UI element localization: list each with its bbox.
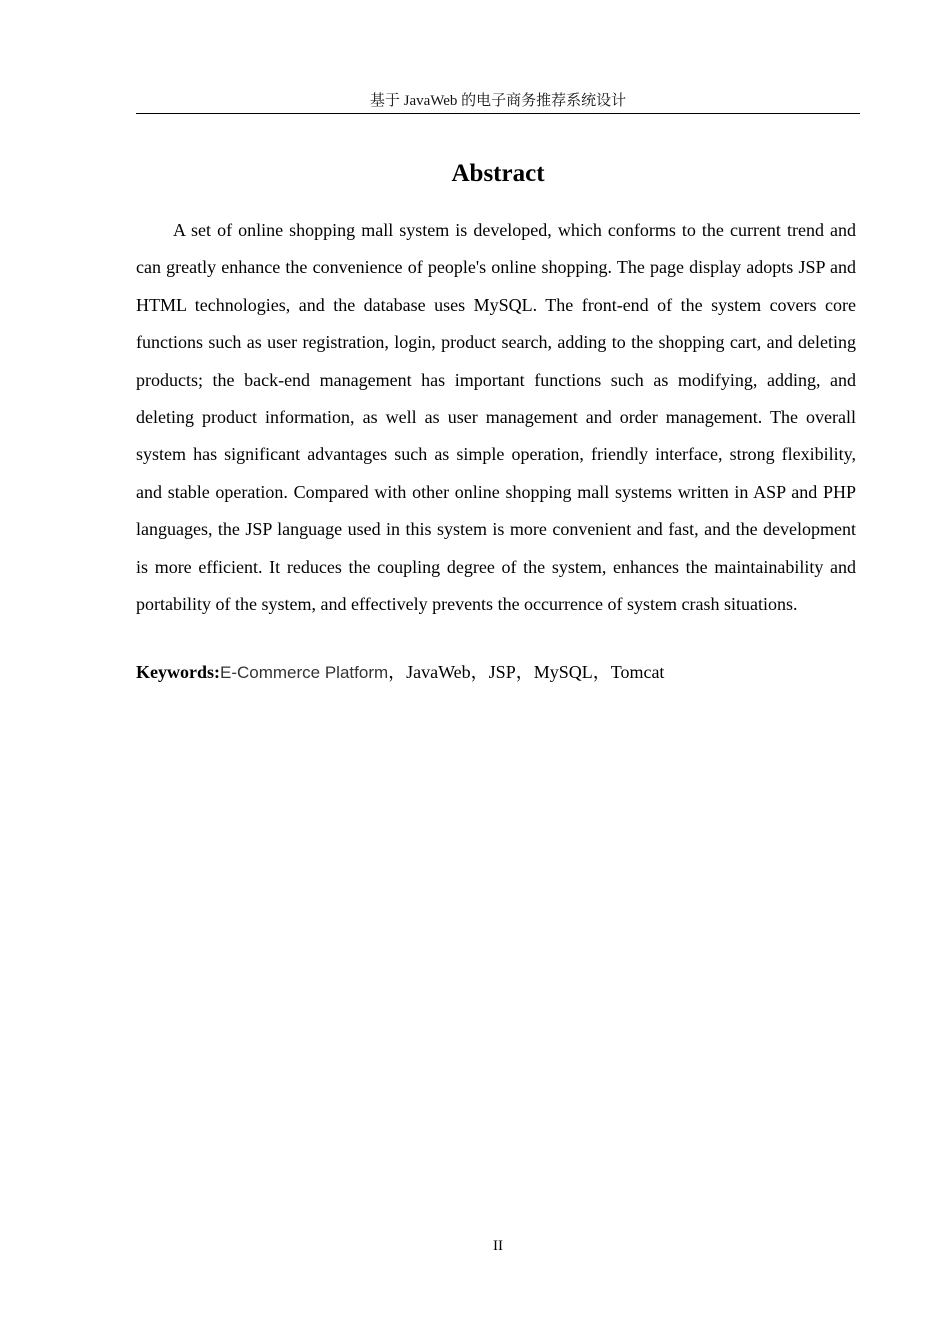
- keyword-separator: ，: [470, 662, 489, 682]
- keyword-item: MySQL: [533, 662, 593, 682]
- keyword-separator: ，: [388, 662, 407, 682]
- abstract-body: A set of online shopping mall system is developed, which conforms to the current trend and can greatly enhance the convenience of people's online shopping. The page display adopts JSP and HTML technologies, and the database uses MySQL. The front-end of the system covers core functions such as user registration, login, product search, adding to the shopping cart, and deleting products; the back-end management has important functions such as modifying, adding, and deleting product information, as well as user management and order management. The overall system has significant advantages such as simple operation, friendly interface, strong flexibility, and stable operation. Compared with other online shopping mall systems written in ASP and PHP languages, the JSP language used in this system is more convenient and fast, and the development is more efficient. It reduces the coupling degree of the system, enhances the maintainability and portability of the system, and effectively prevents the occurrence of system crash situations.: [136, 220, 856, 615]
- keyword-item: E-Commerce Platform: [220, 663, 389, 682]
- keyword-separator: ，: [592, 662, 611, 682]
- header-rule: [136, 113, 860, 114]
- keyword-item: Tomcat: [610, 662, 665, 682]
- keyword-item: JSP: [488, 662, 516, 682]
- keywords-line: [136, 658, 860, 687]
- keyword-item: JavaWeb: [406, 662, 471, 682]
- running-header: 基于 JavaWeb 的电子商务推荐系统设计: [369, 93, 627, 109]
- keyword-separator: ，: [515, 662, 534, 682]
- keywords-label: Keywords:: [136, 662, 220, 682]
- abstract-title: Abstract: [451, 160, 545, 187]
- page-number: II: [493, 1238, 503, 1254]
